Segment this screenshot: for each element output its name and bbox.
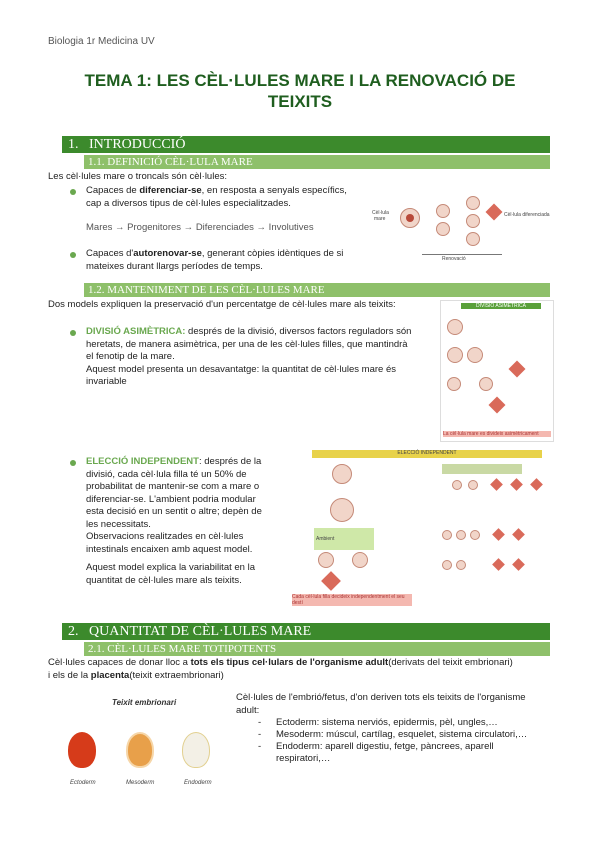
independent-choice-text: ELECCIÓ INDEPENDENT: després de la divisió, cada cèl·lula filla té un 50% de probabilitat de mantenir-se com a mare o diferenciar-se. L'ambient podria modular esta decisió en un sentit o altre; depèn de les necessitats. Observacions realitzades en cèl·lules intestinals encaixen amb aquest model. — [86, 456, 262, 555]
cell-icon — [466, 232, 480, 246]
stem-cell-icon — [447, 319, 463, 335]
ectoderm-embryo-icon — [68, 732, 96, 768]
subsection-heading-2-1: 2.1. CÈL·LULES MARE TOTIPOTENTS — [84, 642, 550, 656]
subsection-heading-1-1: 1.1. DEFINICIÓ CÈL·LULA MARE — [84, 155, 550, 169]
bullet-icon — [70, 460, 76, 466]
daughter-cell-icon — [479, 377, 493, 391]
environment-box: Ambient — [314, 528, 374, 550]
differentiated-cell-icon — [321, 571, 341, 591]
models-intro: Dos models expliquen la preservació d'un percentatge de cèl·lules mare als teixits: — [48, 299, 396, 310]
list-item-mesoderm: Mesoderm: múscul, cartílag, esquelet, sistema circulatori,… — [276, 729, 528, 740]
figure-independent-choice: ELECCIÓ INDEPENDENT Ambient Cada cèl·lula filla decideix independentment el seu destí — [292, 450, 552, 610]
progenitor-cell-icon — [436, 222, 450, 236]
figure-embryonic-tissue: Teixit embrionari Ectoderm Mesoderm Endoderm — [70, 698, 212, 786]
section-heading-2: 2. QUANTITAT DE CÈL·LULES MARE — [62, 623, 550, 640]
figure-stem-cell-cycle: Cèl·lula mare Cèl·lula diferenciada Renovació — [372, 196, 552, 266]
independent-choice-conclusion: Aquest model explica la variabilitat en la quantitat de cèl·lules mare als teixits. — [86, 562, 255, 586]
bullet-differentiate: Capaces de diferenciar-se, en resposta a senyals específics, cap a diversos tipus de cèl·lules especialitzades. — [86, 185, 347, 209]
figure-asymmetric-division: DIVISIÓ ASIMÈTRICA La cèl·lula mare es divideix asimètricament — [440, 300, 554, 442]
endoderm-embryo-icon — [182, 732, 210, 768]
subsection-heading-1-2: 1.2. MANTENIMENT DE LES CÈL·LULES MARE — [84, 283, 550, 297]
list-item-endoderm-cont: respiratori,… — [276, 753, 331, 764]
stem-cell-icon — [352, 552, 368, 568]
stem-cell-icon — [332, 464, 352, 484]
cell-icon — [466, 196, 480, 210]
differentiated-cell-icon — [489, 397, 506, 414]
mesoderm-embryo-icon — [126, 732, 154, 768]
stem-cell-icon — [447, 377, 461, 391]
embryo-description: Cèl·lules de l'embrió/fetus, d'on deriven tots els teixits de l'organisme adult: — [236, 692, 526, 716]
asymmetric-division-text: DIVISIÓ ASIMÈTRICA: després de la divisió, diversos factors reguladors són heretats, de manera asimètrica, per una de les cèl·lules filles, que mantindrà el fenotip de la mare. Aquest model presenta un desavantatge: la quantitat de cèl·lules mare és invariable — [86, 326, 412, 387]
progenitor-cell-icon — [436, 204, 450, 218]
running-header: Biologia 1r Medicina UV — [48, 36, 155, 47]
bullet-self-renew: Capaces d'autorenovar-se, generant còpies idèntiques de si mateixes durant llargs períodes de temps. — [86, 248, 344, 272]
differentiated-cell-icon — [509, 361, 526, 378]
page-title: TEMA 1: LES CÈL·LULES MARE I LA RENOVACIÓ DE TEIXITS — [84, 71, 516, 111]
bullet-icon — [70, 330, 76, 336]
intro-text: Les cèl·lules mare o troncals són cèl·lules: — [48, 171, 227, 182]
cell-icon — [466, 214, 480, 228]
list-item-endoderm: Endoderm: aparell digestiu, fetge, pàncrees, aparell — [276, 741, 494, 752]
totipotent-definition: Cèl·lules capaces de donar lloc a tots els tipus cel·lulars de l'organisme adult(derivats del teixit embrionari) i els de la placenta(teixit extraembrionari) — [48, 657, 513, 681]
bullet-icon — [70, 189, 76, 195]
stem-cell-icon — [318, 552, 334, 568]
bullet-icon — [70, 252, 76, 258]
dividing-cell-icon — [467, 347, 483, 363]
list-item-ectoderm: Ectoderm: sistema nerviós, epidermis, pèl, ungles,… — [276, 717, 498, 728]
stem-cell-icon — [447, 347, 463, 363]
dividing-cell-icon — [330, 498, 354, 522]
differentiated-cell-icon — [486, 204, 503, 221]
cell-flow-text: Mares → Progenitores → Diferenciades → Involutives — [86, 222, 314, 233]
section-heading-1: 1. INTRODUCCIÓ — [62, 136, 550, 153]
